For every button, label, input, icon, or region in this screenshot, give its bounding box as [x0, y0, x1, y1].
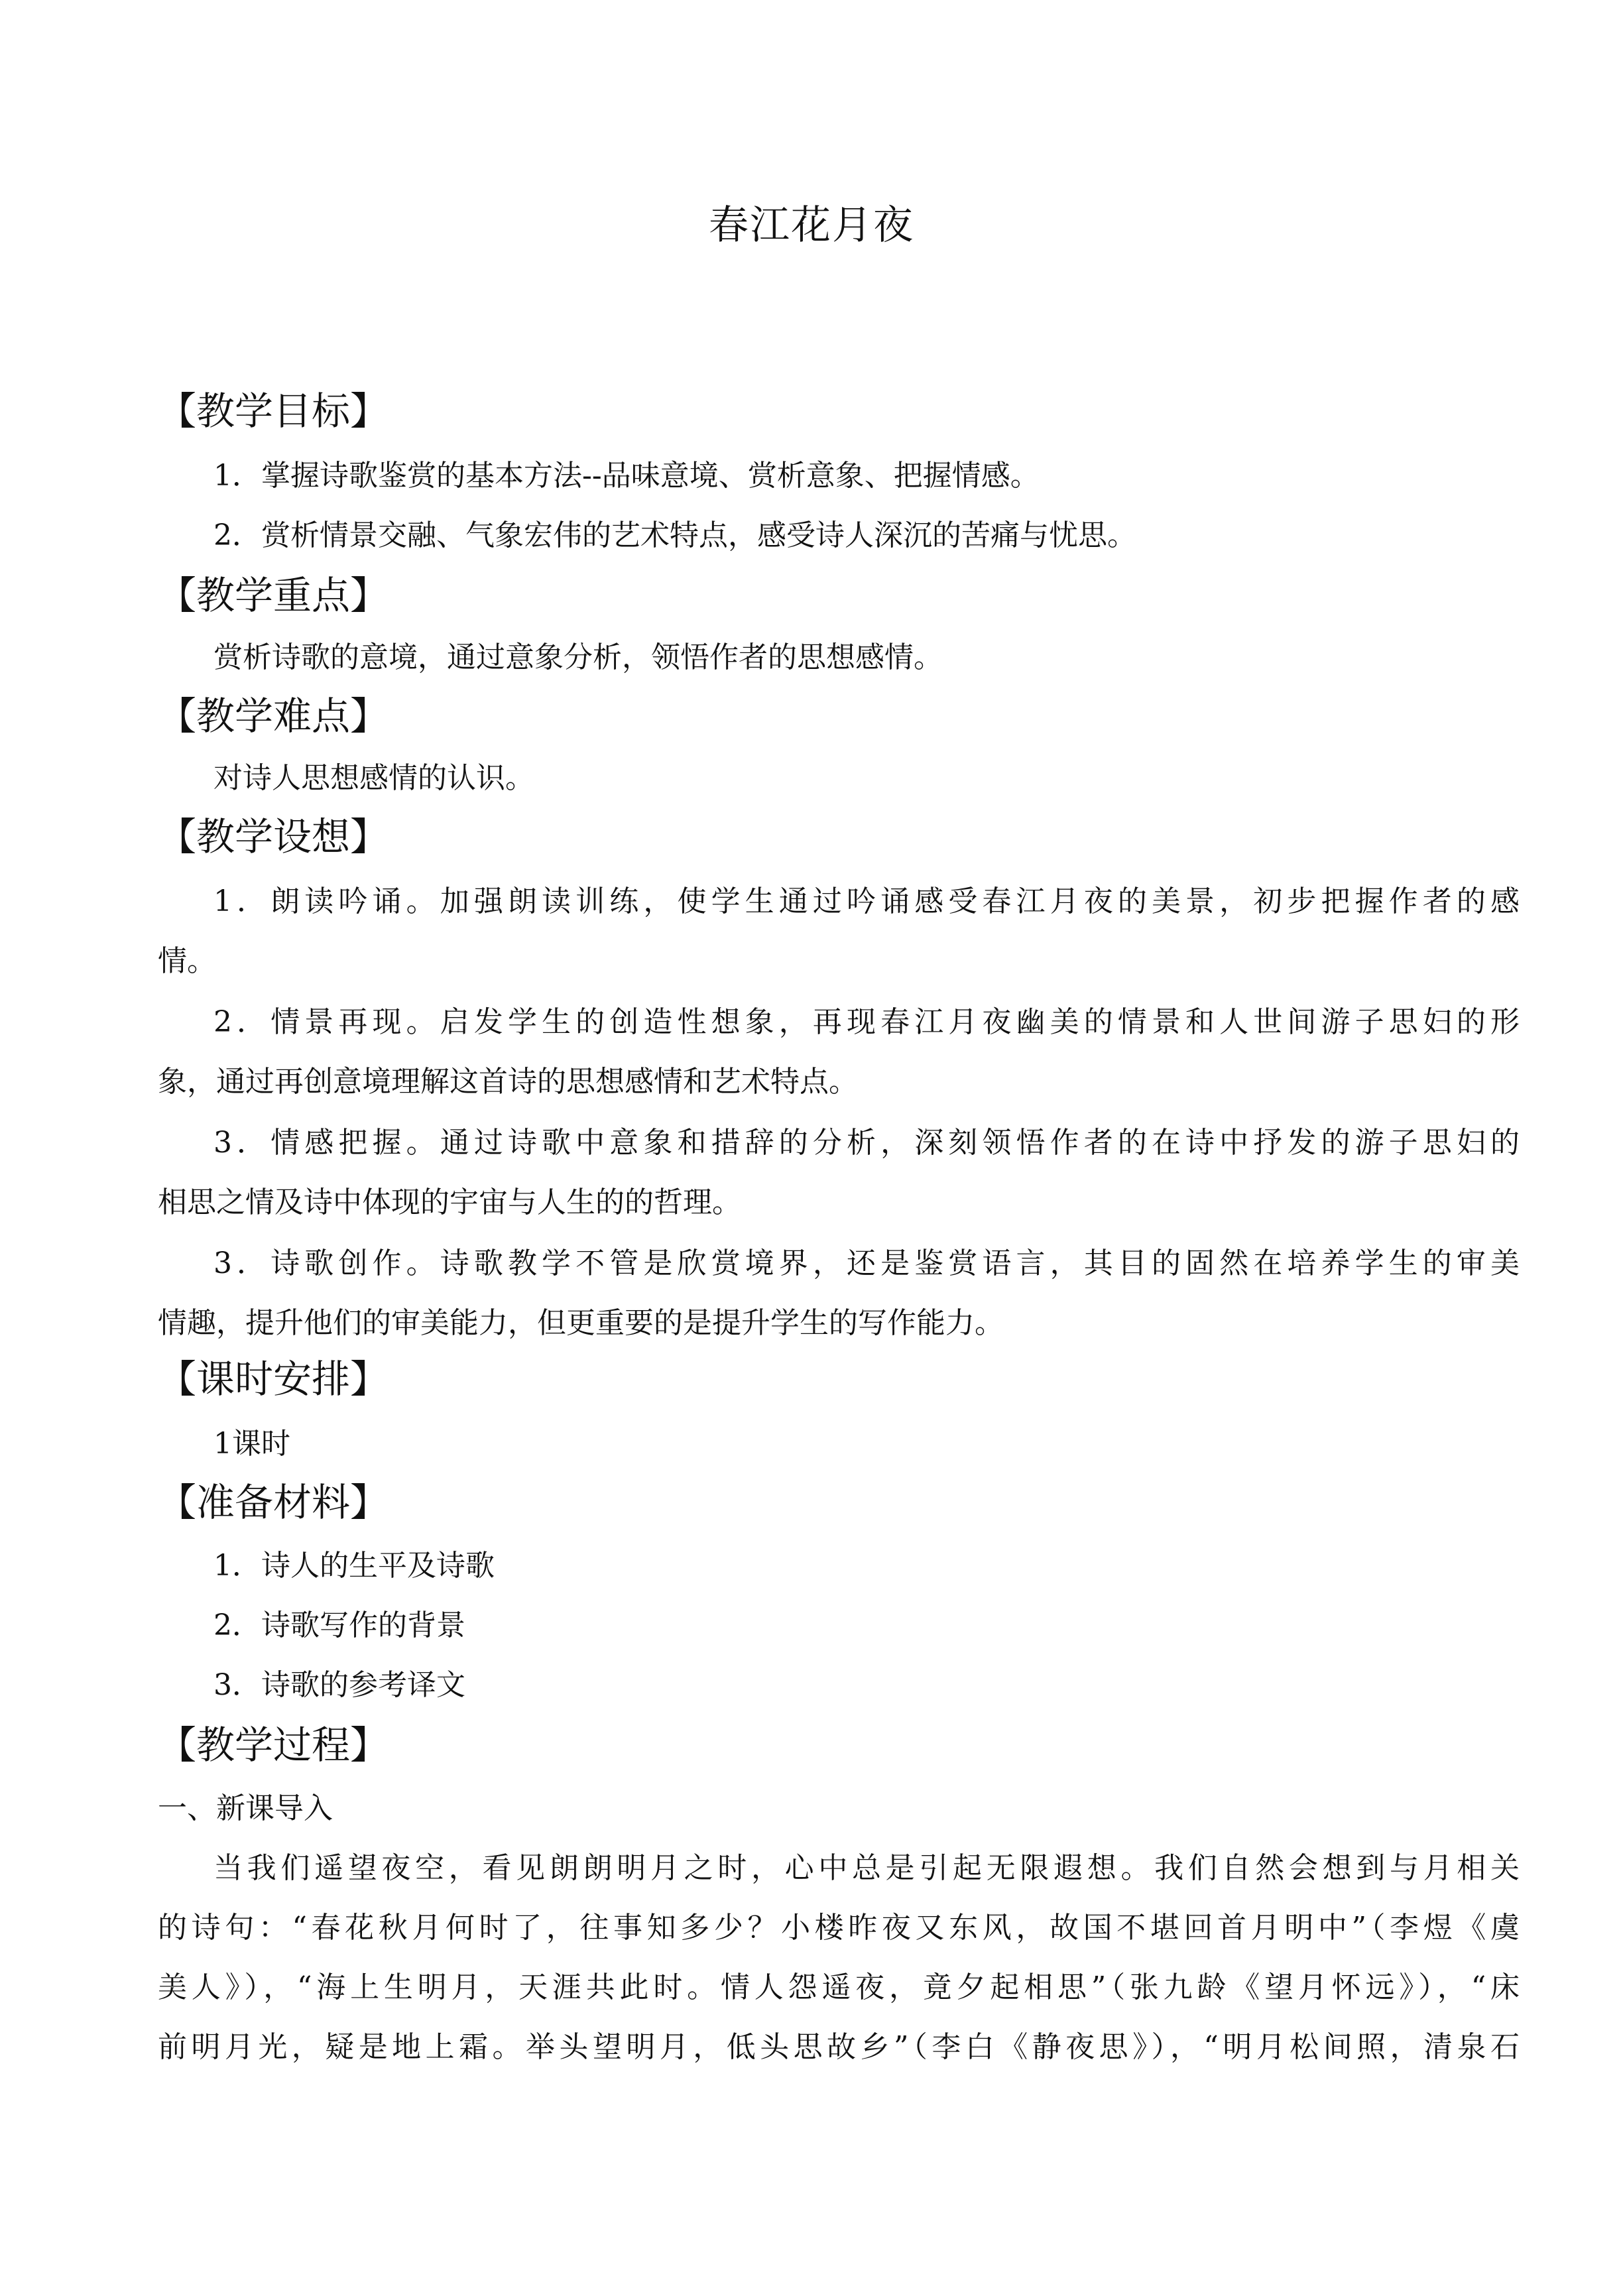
process-paragraph-line-4: 前明月光，疑是地上霜。举头望明月，低头思故乡”（李白《静夜思》），“明月松间照，清泉石 — [158, 2030, 1520, 2064]
design-paragraph-2-line-1: 2．情景再现。启发学生的创造性想象，再现春江月夜幽美的情景和人世间游子思妇的形 — [213, 1005, 1520, 1039]
design-paragraph-3-line-2: 相思之情及诗中体现的宇宙与人生的的哲理。 — [158, 1185, 741, 1219]
heading-key-points: 【教学重点】 — [158, 573, 389, 618]
design-paragraph-4-line-2: 情趣，提升他们的审美能力，但更重要的是提升学生的写作能力。 — [158, 1306, 1004, 1340]
design-paragraph-1-line-2: 情。 — [158, 944, 216, 978]
materials-item-1: 1．诗人的生平及诗歌 — [213, 1549, 495, 1583]
design-paragraph-3-line-1: 3．情感把握。通过诗歌中意象和措辞的分析，深刻领悟作者的在诗中抒发的游子思妇的 — [213, 1126, 1520, 1160]
objective-item-2: 2．赏析情景交融、气象宏伟的艺术特点，感受诗人深沉的苦痛与忧思。 — [213, 518, 1136, 552]
page-title: 春江花月夜 — [709, 202, 914, 249]
key-points-text: 赏析诗歌的意境，通过意象分析，领悟作者的思想感情。 — [213, 640, 943, 674]
design-paragraph-1-line-1: 1．朗读吟诵。加强朗读训练，使学生通过吟诵感受春江月夜的美景，初步把握作者的感 — [213, 884, 1520, 918]
heading-objectives: 【教学目标】 — [158, 389, 389, 434]
heading-difficulties: 【教学难点】 — [158, 694, 389, 739]
process-subheading-intro: 一、新课导入 — [158, 1791, 333, 1825]
materials-item-3: 3．诗歌的参考译文 — [213, 1668, 465, 1702]
heading-schedule: 【课时安排】 — [158, 1357, 389, 1402]
heading-design: 【教学设想】 — [158, 814, 389, 859]
materials-item-2: 2．诗歌写作的背景 — [213, 1608, 465, 1642]
process-paragraph-line-3: 美人》），“海上生明月，天涯共此时。情人怨遥夜，竟夕起相思”（张九龄《望月怀远》），“床 — [158, 1970, 1520, 2004]
difficulties-text: 对诗人思想感情的认识。 — [213, 761, 534, 795]
design-paragraph-4-line-1: 3．诗歌创作。诗歌教学不管是欣赏境界，还是鉴赏语言，其目的固然在培养学生的审美 — [213, 1246, 1520, 1280]
heading-process: 【教学过程】 — [158, 1722, 389, 1768]
schedule-text: 1课时 — [213, 1427, 290, 1461]
design-paragraph-2-line-2: 象，通过再创意境理解这首诗的思想感情和艺术特点。 — [158, 1065, 858, 1099]
heading-materials: 【准备材料】 — [158, 1480, 389, 1525]
objective-item-1: 1．掌握诗歌鉴赏的基本方法--品味意境、赏析意象、把握情感。 — [213, 459, 1040, 493]
process-paragraph-line-2: 的诗句：“春花秋月何时了，往事知多少？小楼昨夜又东风，故国不堪回首月明中”（李煜《虞 — [158, 1911, 1520, 1945]
process-paragraph-line-1: 当我们遥望夜空，看见朗朗明月之时，心中总是引起无限遐想。我们自然会想到与月相关 — [213, 1851, 1520, 1885]
